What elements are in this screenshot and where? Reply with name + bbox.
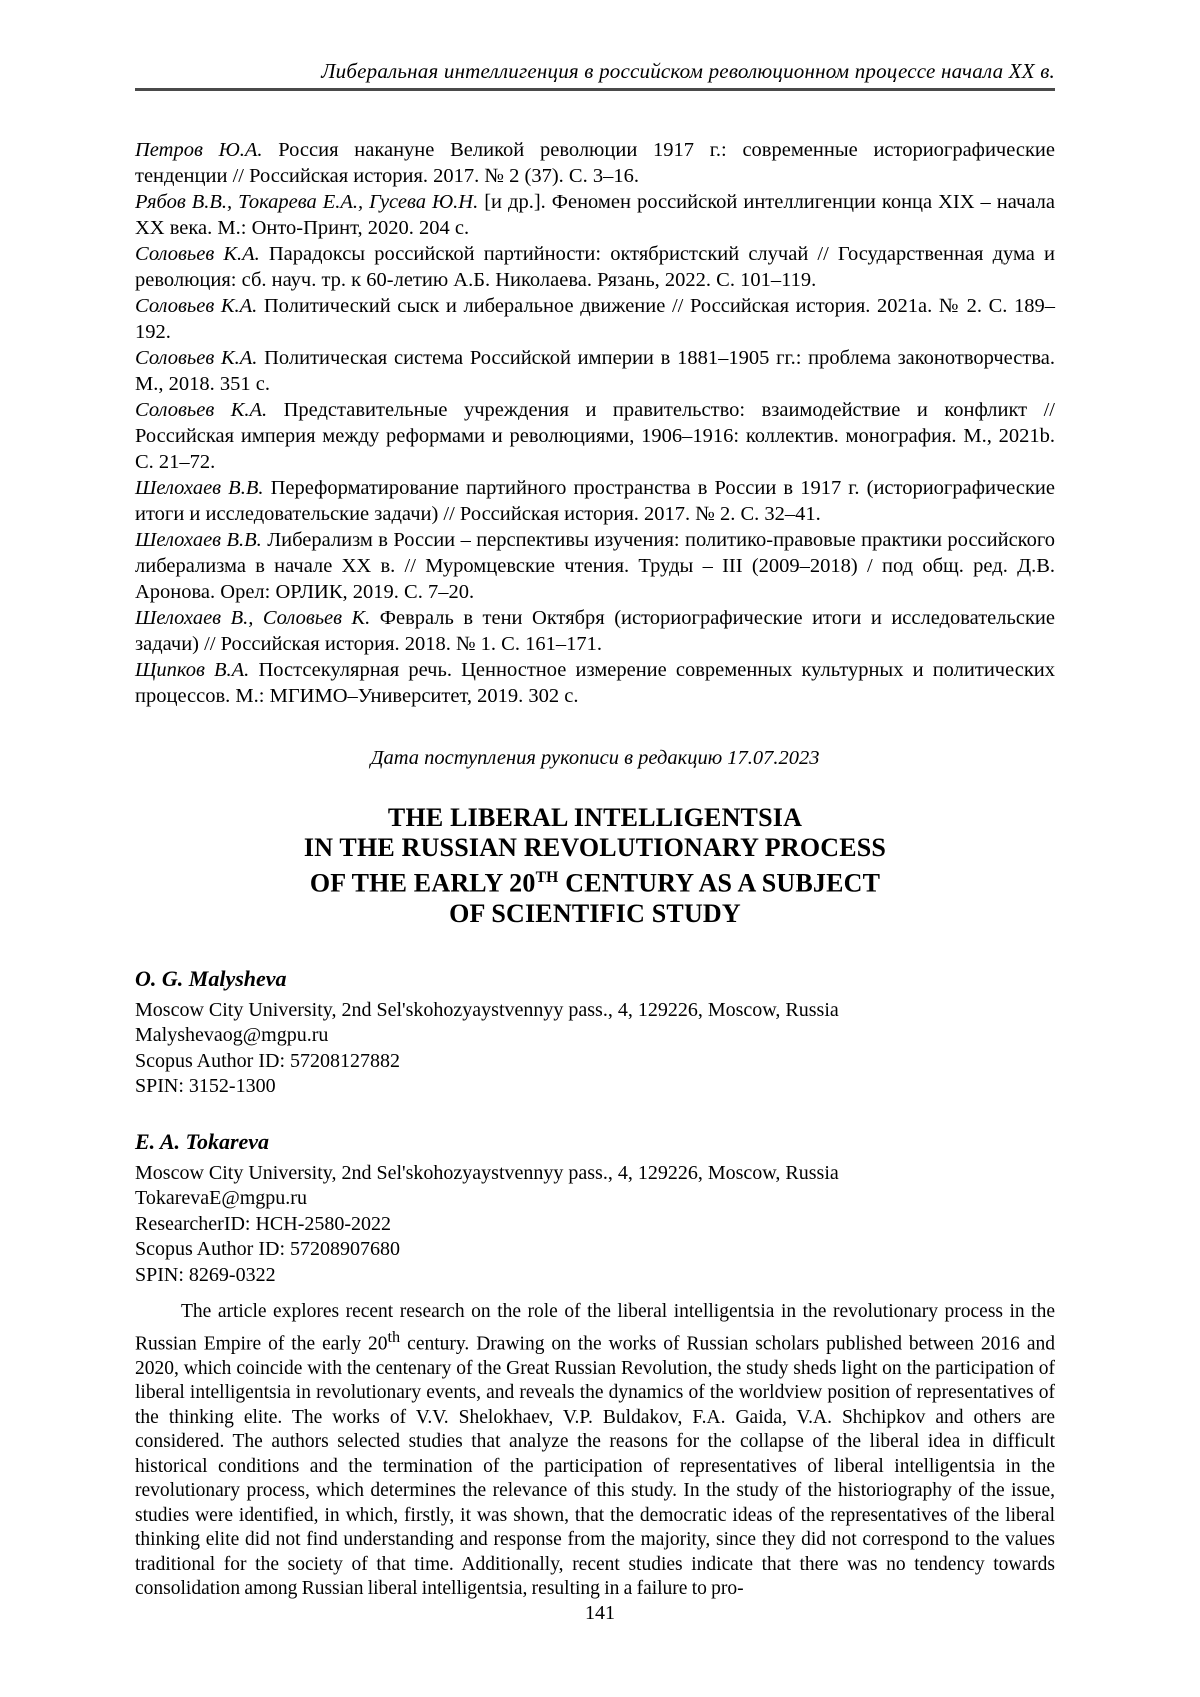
reference-authors: Шелохаев В.В.: [135, 477, 264, 499]
reference-item: [135, 657, 1055, 709]
author-affiliation: Moscow City University, 2nd Sel'skohozyaystvennyy pass., 4, 129226, Moscow, Russia: [135, 1161, 839, 1184]
abstract-text-cont: century. Drawing on the works of Russian scholars published between 2016 and 2020, which coincide with the centenary of the Great Russian Revolution, the study sheds light on the participation of liberal intelligentsia in revolutionary events, and reveals the dynamics of the worldview position of representatives of the thinking elite. The works of V.V. Shelokhaev, V.P. Buldakov, F.A. Gaida, V.A. Shchipkov and others are considered. The authors selected studies that analyze the reasons for the collapse of the liberal idea in difficult historical conditions and the termination of the participation of representatives of liberal intelligentsia in the revolutionary process, which determines the relevance of this study. In the study of the historiography of the issue, studies were identified, in which, firstly, it was shown, that the democratic ideas of the representatives of the liberal thinking elite did not find understanding and response from the majority, since they did not correspond to the values traditional for the society of that time. Additionally, recent studies indicate that there was no tendency towards consolidation among Russian liberal intelligentsia, resulting in a failure to pro-: [135, 1333, 1055, 1600]
author-block-malysheva: [135, 965, 1055, 1100]
reference-authors: Шелохаев В., Соловьев К.: [135, 607, 371, 629]
reference-authors: Петров Ю.А.: [135, 139, 263, 161]
manuscript-received-date: Дата поступления рукописи в редакцию 17.07.2023: [370, 747, 820, 769]
abstract-text: The article explores recent research on the role of the liberal intelligentsia in the revolutionary process in the Russian Empire of the early 20: [135, 1301, 1055, 1355]
header-rule: [135, 88, 1055, 91]
reference-authors: Шелохаев В.В.: [135, 529, 262, 551]
author-name: E. A. Tokareva: [135, 1128, 270, 1154]
reference-authors: Рябов В.В., Токарева Е.А., Гусева Ю.Н.: [135, 191, 479, 213]
abstract-ordinal-superscript: th: [387, 1327, 401, 1346]
reference-item: [135, 397, 1055, 475]
title-line-2: IN THE RUSSIAN REVOLUTIONARY PROCESS: [303, 833, 887, 862]
reference-item: [135, 241, 1055, 293]
reference-text: Россия накануне Великой революции 1917 г.: современные историографические тенденции // Российская история. 2017. № 2 (37). С. 3–16.: [135, 139, 1055, 187]
reference-text: Политический сыск и либеральное движение // Российская история. 2021a. № 2. С. 189–192.: [135, 295, 1055, 343]
author-scopus-id: Scopus Author ID: 57208907680: [135, 1238, 400, 1261]
title-line-3: [135, 863, 1055, 899]
reference-text: Политическая система Российской империи в 1881–1905 гг.: проблема законотворчества. М., 2018. 351 с.: [135, 347, 1055, 395]
reference-text: Либерализм в России – перспективы изучения: политико-правовые практики российского либерализма в начале XX в. // Муромцевские чтения. Труды – III (2009–2018) / под общ. ред. Д.В. Аронова. Орел: ОРЛИК, 2019. С. 7–20.: [135, 529, 1055, 603]
reference-text: Парадоксы российской партийности: октябристский случай // Государственная дума и революция: сб. науч. тр. к 60-летию А.Б. Николаева. Рязань, 2022. С. 101–119.: [135, 243, 1055, 291]
author-spin: SPIN: 8269-0322: [135, 1263, 276, 1286]
reference-item: [135, 527, 1055, 605]
reference-item: [135, 189, 1055, 241]
author-affiliation: Moscow City University, 2nd Sel'skohozyaystvennyy pass., 4, 129226, Moscow, Russia: [135, 998, 839, 1021]
author-details: [135, 998, 1055, 1100]
reference-text: Февраль в тени Октября (историографические итоги и исследовательские задачи) // Российская история. 2018. № 1. С. 161–171.: [135, 607, 1055, 655]
author-details: [135, 1161, 1055, 1289]
reference-text: Представительные учреждения и правительство: взаимодействие и конфликт // Российская империя между реформами и революциями, 1906–1916: коллектив. монография. М., 2021b. С. 21–72.: [135, 399, 1055, 473]
abstract-paragraph: [135, 1300, 1055, 1602]
reference-text: Постсекулярная речь. Ценностное измерение современных культурных и политических процессов. М.: МГИМО–Университет, 2019. 302 с.: [135, 659, 1055, 707]
title-ordinal-superscript: TH: [535, 869, 559, 886]
author-researcher-id: ResearcherID: HCH-2580-2022: [135, 1212, 392, 1235]
page-number: 141: [585, 1602, 615, 1624]
page-content: [135, 58, 1055, 1602]
reference-authors: Соловьев К.А.: [135, 243, 260, 265]
title-line-3-text-cont: CENTURY AS A SUBJECT: [558, 868, 881, 898]
author-email: TokarevaE@mgpu.ru: [135, 1187, 307, 1210]
reference-item: [135, 345, 1055, 397]
reference-item: [135, 293, 1055, 345]
article-title: [135, 803, 1055, 929]
references-list: [135, 137, 1055, 709]
running-head: Либеральная интеллигенция в российском революционном процессе начала XX в.: [321, 59, 1055, 83]
reference-authors: Соловьев К.А.: [135, 347, 258, 369]
reference-authors: Щипков В.А.: [135, 659, 250, 681]
title-line-1: THE LIBERAL INTELLIGENTSIA: [387, 803, 803, 832]
reference-text: [и др.]. Феномен российской интеллигенции конца XIX – начала XX века. М.: Онто-Принт, 2020. 204 с.: [135, 191, 1055, 239]
author-scopus-id: Scopus Author ID: 57208127882: [135, 1049, 400, 1072]
title-line-3-text: OF THE EARLY 20: [309, 868, 536, 898]
reference-text: Переформатирование партийного пространства в России в 1917 г. (историографические итоги и исследовательские задачи) // Российская история. 2017. № 2. С. 32–41.: [135, 477, 1055, 525]
reference-item: [135, 137, 1055, 189]
author-block-tokareva: [135, 1128, 1055, 1289]
reference-item: [135, 475, 1055, 527]
author-spin: SPIN: 3152-1300: [135, 1075, 276, 1098]
author-email: Malyshevaog@mgpu.ru: [135, 1024, 329, 1047]
reference-item: [135, 605, 1055, 657]
title-line-4: OF SCIENTIFIC STUDY: [449, 898, 741, 928]
author-name: O. G. Malysheva: [135, 965, 287, 991]
reference-authors: Соловьев К.А.: [135, 295, 258, 317]
reference-authors: Соловьев К.А.: [135, 399, 268, 421]
